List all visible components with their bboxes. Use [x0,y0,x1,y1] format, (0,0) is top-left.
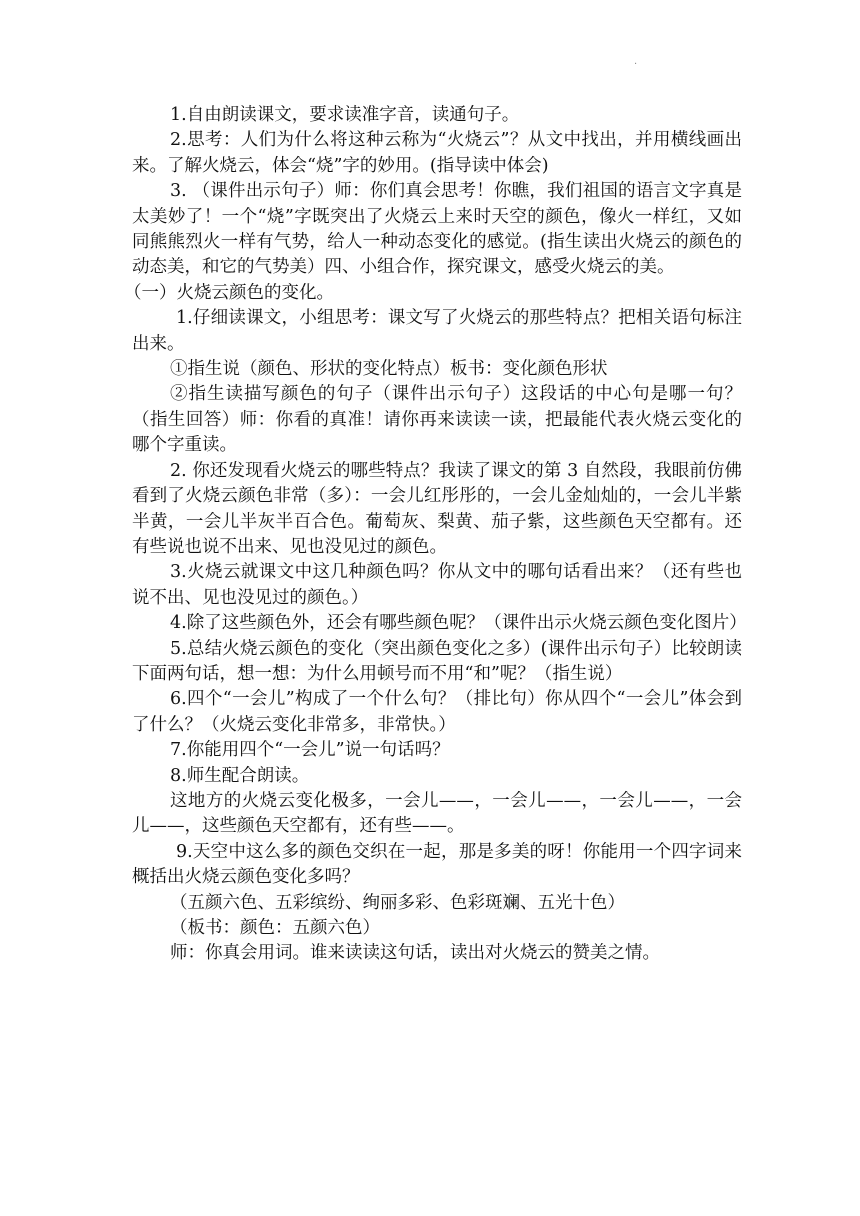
paragraph-3: 3. （课件出示句子）师：你们真会思考！你瞧，我们祖国的语言文字真是太美妙了！一个“烧”字既突出了火烧云上来时天空的颜色，像火一样红，又如同熊熊烈火一样有气势，给人一种动态变化的感觉。(指生读出火烧云的颜色的动态美，和它的气势美）四、小组合作，探究课文，感受火烧云的美。 [132,181,742,278]
paragraph-10: 4.除了这些颜色外，还会有哪些颜色呢？（课件出示火烧云颜色变化图片） [170,613,747,634]
paragraph-1: 1.自由朗读课文，要求读准字音，读通句子。 [170,105,520,125]
paragraph-19: 师：你真会用词。谁来读读这句话，读出对火烧云的赞美之情。 [170,943,660,964]
paragraph-18: （板书：颜色：五颜六色） [170,918,380,938]
paragraph-14: 8.师生配合朗读。 [170,765,310,786]
paragraph-6: ①指生说（颜色、形状的变化特点）板书：变化颜色形状 [170,359,608,380]
section-heading: （一）火烧云颜色的变化。 [124,282,334,303]
paragraph-7: ②指生读描写颜色的句子（课件出示句子）这段话的中心句是哪一句？（指生回答）师：你看的真准！请你再来读读一读，把最能代表火烧云变化的哪个字重读。 [132,384,742,456]
paragraph-15: 这地方的火烧云变化极多，一会儿——，一会儿——，一会儿——，一会儿——，这些颜色天空都有，还有些——。 [132,790,742,837]
paragraph-16: 9.天空中这么多的颜色交织在一起，那是多美的呀！你能用一个四字词来概括出火烧云颜色变化多吗？ [132,841,742,888]
paragraph-12: 6.四个“一会儿”构成了一个什么句？（排比句）你从四个“一会儿”体会到了什么？（火烧云变化非常多，非常快。） [132,689,742,735]
paragraph-5: 1.仔细读课文，小组思考：课文写了火烧云的那些特点？把相关语句标注出来。 [132,308,742,354]
document-body [124,103,747,967]
paragraph-17: （五颜六色、五彩缤纷、绚丽多彩、色彩斑斓、五光十色） [170,892,625,913]
paragraph-9: 3.火烧云就课文中这几种颜色吗？你从文中的哪句话看出来？（还有些也说不出、见也没见过的颜色。） [132,562,742,608]
paragraph-8: 2. 你还发现看火烧云的哪些特点？我读了课文的第 3 自然段，我眼前仿佛看到了火烧云颜色非常（多）：一会儿红彤彤的，一会儿金灿灿的，一会儿半紫半黄，一会儿半灰半百合色。葡萄灰、梨黄、茄子紫，这些颜色天空都有。还有些说也说不出来、见也没见过的颜色。 [132,460,742,557]
paragraph-13: 7.你能用四个“一会儿”说一句话吗？ [170,740,450,761]
paragraph-2: 2.思考：人们为什么将这种云称为“火烧云”？从文中找出，并用横线画出来。了解火烧云，体会“烧”字的妙用。(指导读中体会) [132,130,742,176]
corner-mark: . [634,56,638,67]
paragraph-11: 5.总结火烧云颜色的变化（突出颜色变化之多）(课件出示句子）比较朗读下面两句话，想一想：为什么用顿号而不用“和”呢？（指生说） [132,638,742,684]
